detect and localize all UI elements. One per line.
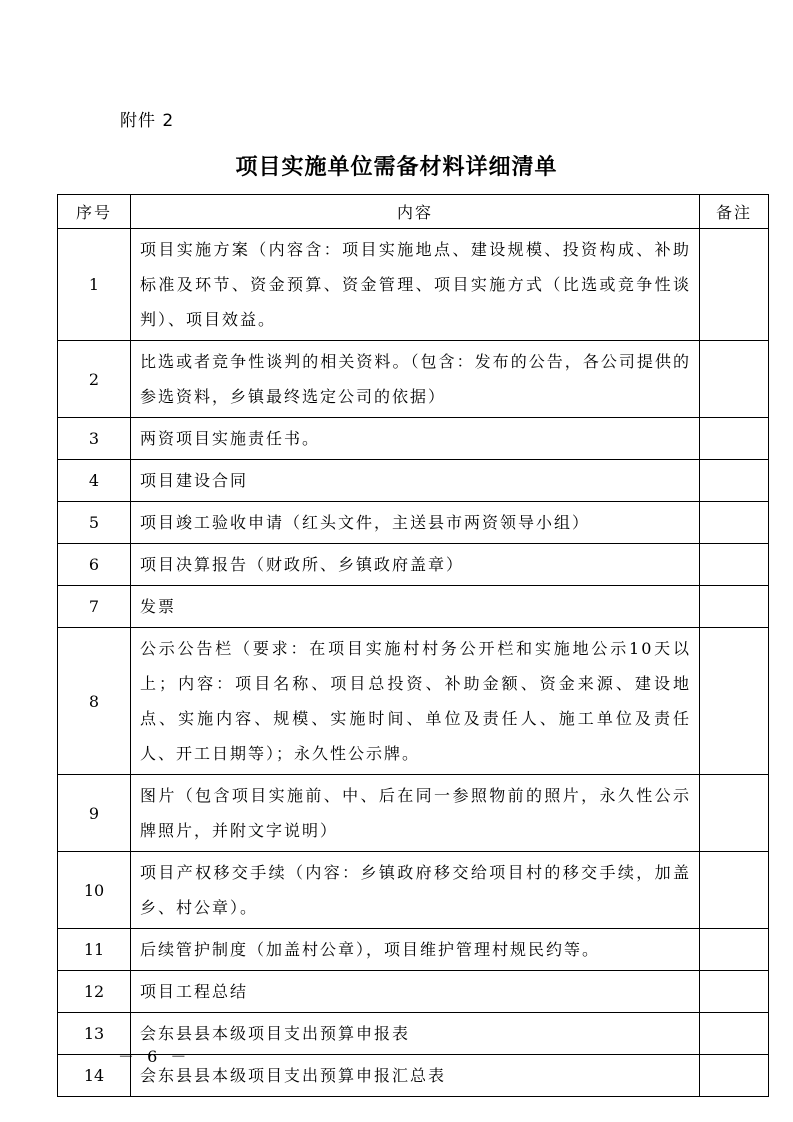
- header-content: 内容: [131, 195, 700, 229]
- table-row: [58, 229, 769, 341]
- row-seq: 8: [58, 628, 131, 775]
- row-content: 项目实施方案（内容含：项目实施地点、建设规模、投资构成、补助标准及环节、资金预算、资金管理、项目实施方式（比选或竞争性谈判）、项目效益。: [131, 229, 700, 341]
- page-number: － 6 －: [118, 1047, 191, 1066]
- row-content: 会东县县本级项目支出预算申报汇总表: [131, 1055, 700, 1097]
- row-seq: 7: [58, 586, 131, 628]
- row-note: [700, 544, 769, 586]
- attachment-label: 附件 2: [120, 111, 175, 131]
- row-content: 图片（包含项目实施前、中、后在同一参照物前的照片，永久性公示牌照片，并附文字说明）: [131, 775, 700, 852]
- row-seq: 2: [58, 341, 131, 418]
- table-row: [58, 460, 769, 502]
- row-note: [700, 929, 769, 971]
- row-content: 两资项目实施责任书。: [131, 418, 700, 460]
- row-note: [700, 502, 769, 544]
- table-row: [58, 586, 769, 628]
- table-row: [58, 544, 769, 586]
- row-seq: 11: [58, 929, 131, 971]
- row-note: [700, 852, 769, 929]
- row-content: 会东县县本级项目支出预算申报表: [131, 1013, 700, 1055]
- row-note: [700, 971, 769, 1013]
- header-note: 备注: [700, 195, 769, 229]
- row-content: 公示公告栏（要求：在项目实施村村务公开栏和实施地公示10天以上；内容：项目名称、项目总投资、补助金额、资金来源、建设地点、实施内容、规模、实施时间、单位及责任人、施工单位及责任人、开工日期等）；永久性公示牌。: [131, 628, 700, 775]
- row-content: 比选或者竞争性谈判的相关资料。（包含：发布的公告，各公司提供的参选资料，乡镇最终选定公司的依据）: [131, 341, 700, 418]
- row-note: [700, 229, 769, 341]
- row-content: 项目产权移交手续（内容：乡镇政府移交给项目村的移交手续，加盖乡、村公章）。: [131, 852, 700, 929]
- row-seq: 9: [58, 775, 131, 852]
- table-row: [58, 341, 769, 418]
- row-seq: 1: [58, 229, 131, 341]
- row-content: 后续管护制度（加盖村公章），项目维护管理村规民约等。: [131, 929, 700, 971]
- row-note: [700, 775, 769, 852]
- row-note: [700, 418, 769, 460]
- row-seq: 5: [58, 502, 131, 544]
- materials-table: [57, 194, 769, 1097]
- header-seq: 序号: [58, 195, 131, 229]
- table-row: [58, 418, 769, 460]
- table-row: [58, 929, 769, 971]
- row-content: 项目建设合同: [131, 460, 700, 502]
- table-row: [58, 971, 769, 1013]
- table-row: [58, 502, 769, 544]
- table-row: [58, 775, 769, 852]
- table-row: [58, 852, 769, 929]
- row-note: [700, 460, 769, 502]
- row-content: 项目决算报告（财政所、乡镇政府盖章）: [131, 544, 700, 586]
- row-content: 项目工程总结: [131, 971, 700, 1013]
- row-seq: 13: [58, 1013, 131, 1055]
- row-note: [700, 1055, 769, 1097]
- document-title: 项目实施单位需备材料详细清单: [235, 155, 558, 180]
- table-header-row: [58, 195, 769, 229]
- table-row: [58, 628, 769, 775]
- row-note: [700, 628, 769, 775]
- row-content: 发票: [131, 586, 700, 628]
- row-seq: 14: [58, 1055, 131, 1097]
- row-seq: 12: [58, 971, 131, 1013]
- row-seq: 10: [58, 852, 131, 929]
- row-note: [700, 341, 769, 418]
- row-content: 项目竣工验收申请（红头文件，主送县市两资领导小组）: [131, 502, 700, 544]
- row-seq: 4: [58, 460, 131, 502]
- row-note: [700, 1013, 769, 1055]
- row-note: [700, 586, 769, 628]
- row-seq: 3: [58, 418, 131, 460]
- row-seq: 6: [58, 544, 131, 586]
